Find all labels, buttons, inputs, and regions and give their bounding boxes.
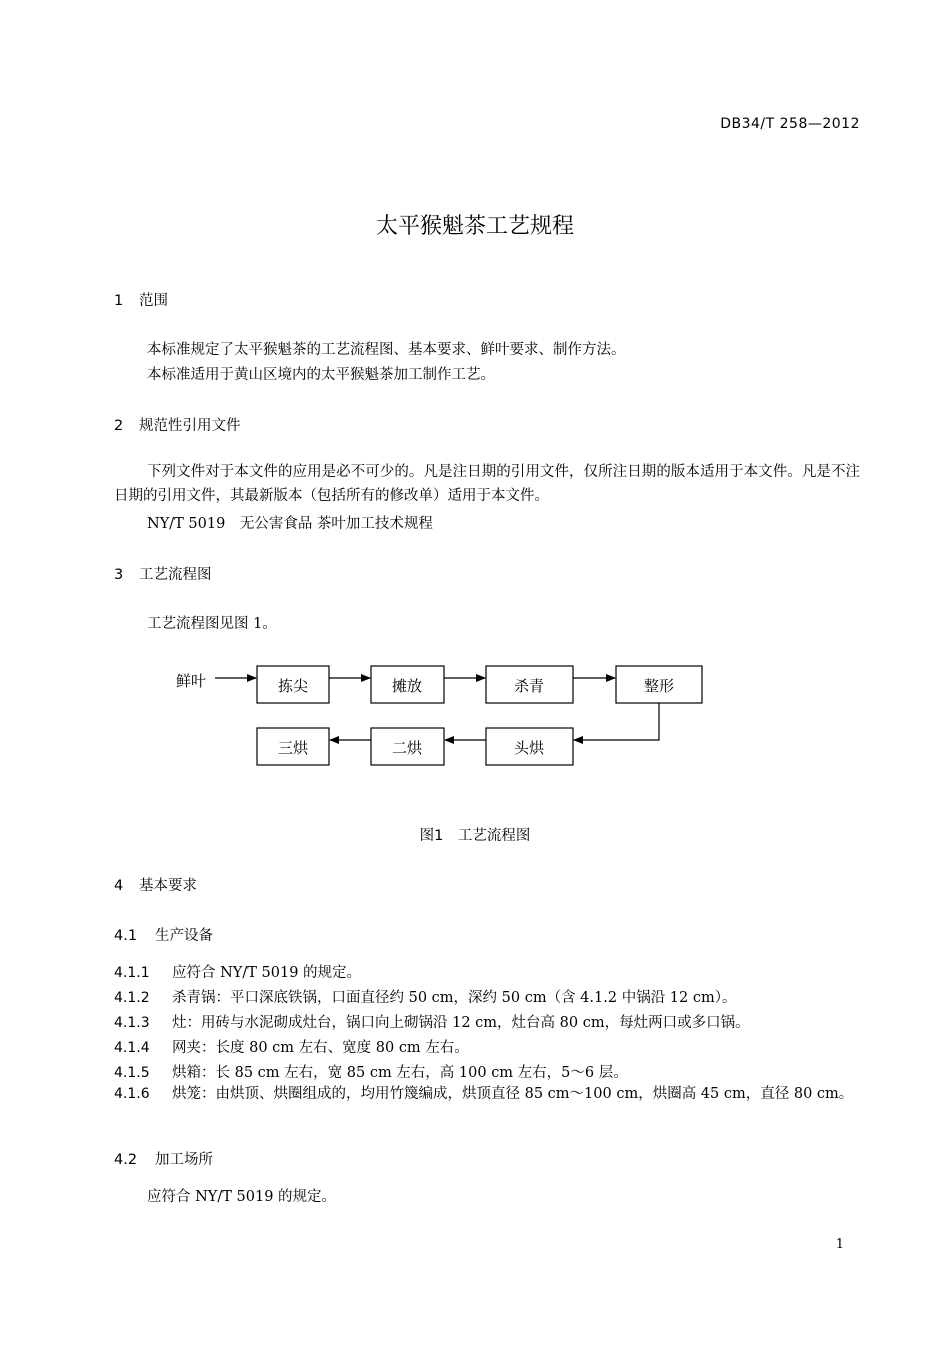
clause-number: 4.1.3 — [114, 1015, 150, 1031]
subsection-number: 4.2 — [114, 1152, 138, 1168]
section-title: 基本要求 — [139, 878, 197, 894]
subsection-title: 加工场所 — [155, 1152, 213, 1168]
clause-text: 烘笼：由烘顶、烘圈组成的，均用竹篾编成，烘顶直径 85 cm～100 cm，烘圈高 45 cm，直径 80 cm。 — [172, 1086, 854, 1102]
figure-caption: 图1 工艺流程图 — [419, 828, 531, 844]
flow-step-box — [257, 666, 329, 703]
flow-step-label: 杀青 — [513, 677, 545, 695]
flow-step-box — [257, 728, 329, 765]
flow-step-label: 拣尖 — [277, 677, 309, 695]
clause-text: 灶：用砖与水泥砌成灶台，锅口向上砌锅沿 12 cm，灶台高 80 cm，每灶两口或多口锅。 — [172, 1015, 750, 1031]
document-title: 太平猴魁茶工艺规程 — [375, 214, 574, 239]
flow-step-label: 头烘 — [513, 739, 545, 757]
subsection-number: 4.1 — [114, 928, 138, 944]
clause-text: 杀青锅：平口深底铁锅，口面直径约 50 cm，深约 50 cm（含 4.1.2 中锅沿 12 cm）。 — [172, 990, 737, 1006]
clause-number: 4.1.4 — [114, 1040, 150, 1056]
flow-step-box — [486, 728, 573, 765]
page-number: 1 — [835, 1237, 844, 1252]
flow-step-box — [371, 666, 444, 703]
subsection-title: 生产设备 — [155, 928, 213, 944]
section-1-paragraph-1: 本标准规定了太平猴魁茶的工艺流程图、基本要求、鲜叶要求、制作方法。 — [147, 342, 626, 358]
flow-input-label: 鲜叶 — [176, 672, 207, 690]
section-number: 3 — [114, 567, 124, 583]
flow-step-label: 三烘 — [277, 739, 309, 757]
section-title: 工艺流程图 — [139, 567, 212, 583]
section-2-paragraph-1: 下列文件对于本文件的应用是必不可少的。凡是注日期的引用文件，仅所注日期的版本适用于本文件。凡是不注日期的引用文件，其最新版本（包括所有的修改单）适用于本文件。 — [114, 464, 860, 504]
section-title: 规范性引用文件 — [139, 418, 241, 434]
flow-step-label: 摊放 — [391, 677, 423, 695]
section-number: 2 — [114, 418, 124, 434]
flow-arrow — [574, 703, 659, 740]
section-number: 1 — [114, 293, 124, 309]
clause-number: 4.1.1 — [114, 965, 150, 981]
clause-4-1-4 — [114, 1036, 469, 1057]
clause-number: 4.1.2 — [114, 990, 150, 1006]
normative-reference: NY/T 5019 无公害食品 茶叶加工技术规程 — [147, 516, 433, 532]
section-1-paragraph-2: 本标准适用于黄山区境内的太平猴魁茶加工制作工艺。 — [147, 367, 495, 383]
flow-step-box — [616, 666, 702, 703]
clause-text: 应符合 NY/T 5019 的规定。 — [172, 965, 362, 981]
section-title: 范围 — [139, 293, 168, 309]
clause-4-1-3 — [114, 1011, 750, 1032]
clause-number: 4.1.5 — [114, 1065, 150, 1081]
clause-text: 网夹：长度 80 cm 左右、宽度 80 cm 左右。 — [172, 1040, 469, 1056]
flow-step-box — [486, 666, 573, 703]
subsection-4-2-heading — [114, 1148, 213, 1169]
clause-4-1-2 — [114, 986, 736, 1007]
clause-text: 烘箱：长 85 cm 左右，宽 85 cm 左右，高 100 cm 左右，5～6 层。 — [172, 1065, 628, 1081]
section-4-heading — [114, 874, 197, 895]
flow-step-label: 整形 — [643, 677, 675, 695]
flow-step-box — [371, 728, 444, 765]
subsection-4-2-paragraph: 应符合 NY/T 5019 的规定。 — [147, 1189, 337, 1205]
clause-4-1-6 — [114, 1082, 860, 1107]
clause-4-1-5 — [114, 1061, 628, 1082]
section-number: 4 — [114, 878, 124, 894]
section-3-paragraph-1: 工艺流程图见图 1。 — [147, 616, 277, 632]
subsection-4-1-heading — [114, 924, 213, 945]
document-code: DB34/T 258—2012 — [720, 116, 860, 132]
flow-step-label: 二烘 — [391, 739, 423, 757]
clause-4-1-1 — [114, 961, 361, 982]
clause-number: 4.1.6 — [114, 1086, 150, 1102]
